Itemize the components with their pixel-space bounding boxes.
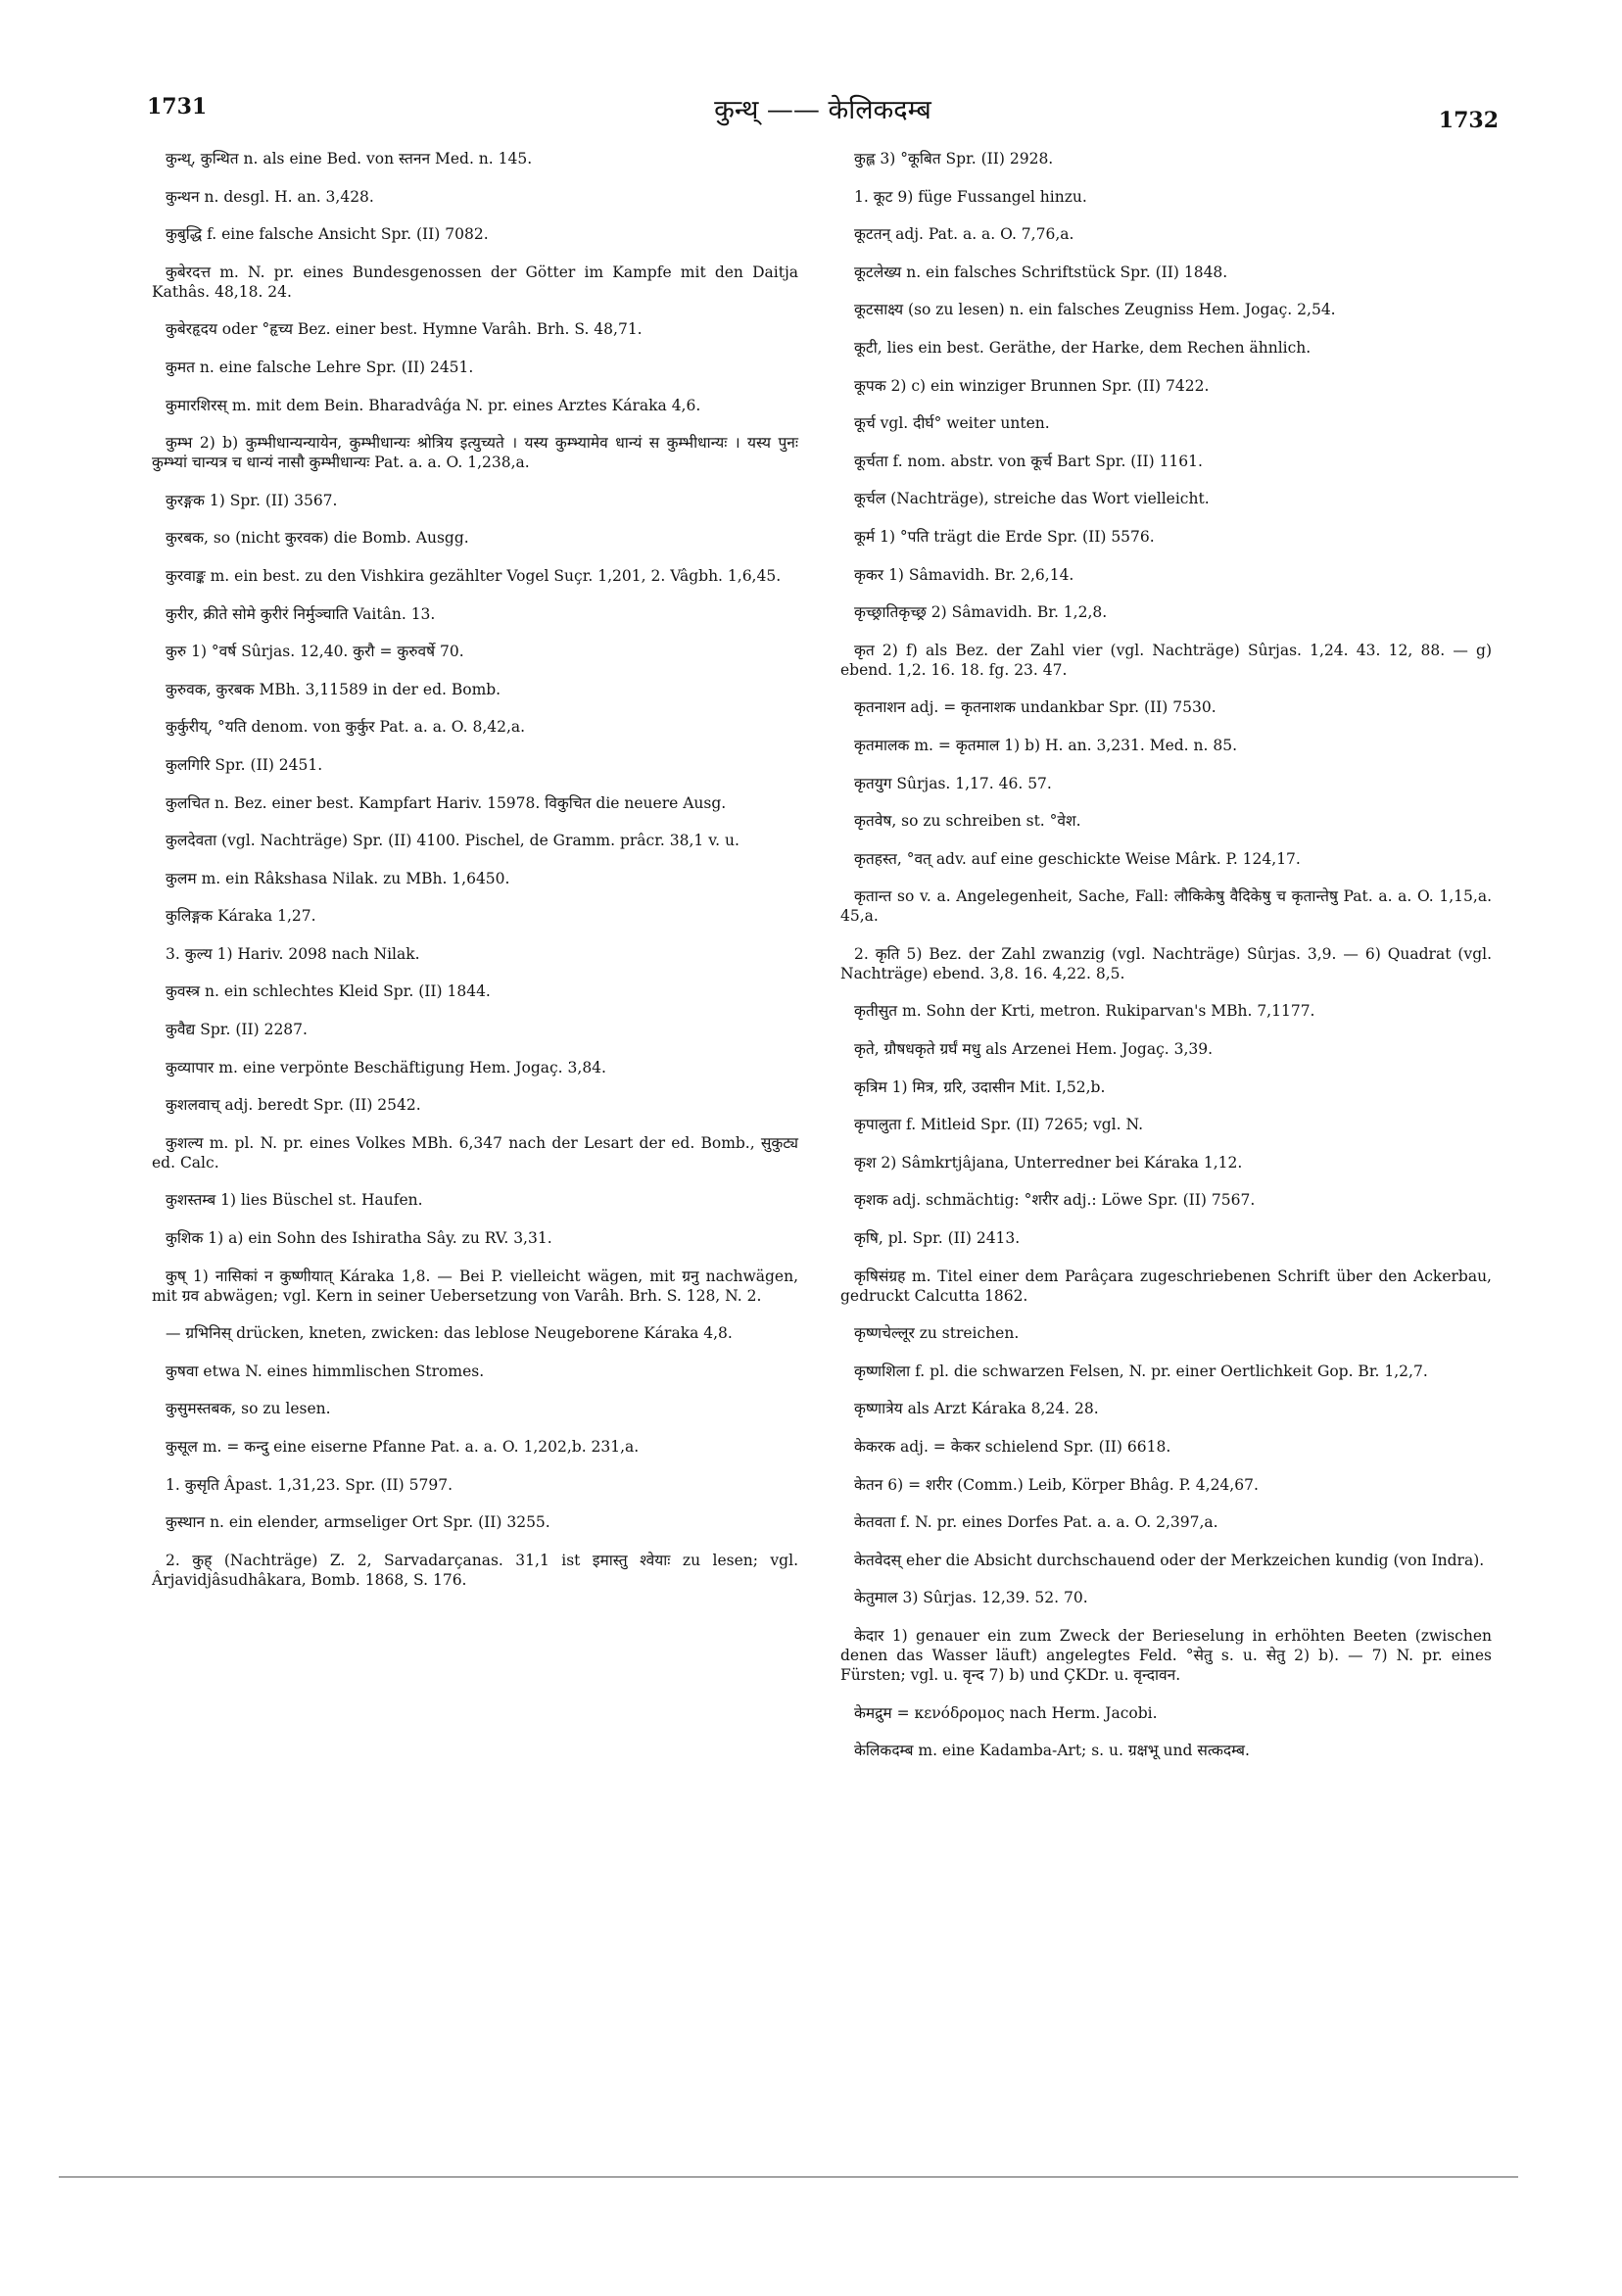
dictionary-entry: केलिकदम्ब m. eine Kadamba-Art; s. u. ग्रक्षभू und सत्कदम्ब.	[854, 1742, 1250, 1760]
dictionary-entry: कुलदेवता (vgl. Nachträge) Spr. (II) 4100. Pischel, de Gramm. prâcr. 38,1 v. u.	[166, 832, 739, 850]
dictionary-entry: कृतीसुत m. Sohn der Krti, metron. Rukiparvan's MBh. 7,1177.	[854, 1002, 1315, 1021]
dictionary-entry: कृच्छ्रातिकृच्छ्र 2) Sâmavidh. Br. 1,2,8.	[854, 603, 1108, 622]
dictionary-entry: केकरक adj. = केकर schielend Spr. (II) 6618.	[854, 1438, 1171, 1456]
dictionary-entry: केतन 6) = शरीर (Comm.) Leib, Körper Bhâg. P. 4,24,67.	[854, 1475, 1259, 1494]
dictionary-entry: कूर्चल (Nachträge), streiche das Wort vielleicht.	[854, 490, 1210, 508]
dictionary-entry: कुरुवक, कुरबक MBh. 3,11589 in der ed. Bomb.	[166, 680, 501, 698]
dictionary-entry: 2. कुह् (Nachträge) Z. 2, Sarvadarçanas. 31,1 ist इमास्तु श्वेयाः zu lesen; vgl. Ârjavidjâsudhâkara, Bomb. 1868, S. 176.	[152, 1551, 798, 1589]
dictionary-entry: कृतनाशन adj. = कृतनाशक undankbar Spr. (II) 7530.	[854, 698, 1216, 717]
dictionary-entry: कुरवाङ्क m. ein best. zu den Vishkira gezählter Vogel Suçr. 1,201, 2. Vâgbh. 1,6,45.	[166, 566, 782, 585]
dictionary-entry: 2. कृति 5) Bez. der Zahl zwanzig (vgl. Nachträge) Sûrjas. 3,9. — 6) Quadrat (vgl. Nachträge) ebend. 3,8. 16. 4,22. 8,5.	[840, 944, 1492, 982]
dictionary-entry: कुलचित n. Bez. einer best. Kampfart Hariv. 15978. विकुचित die neuere Ausg.	[166, 793, 727, 812]
dictionary-entry: कुशल्य m. pl. N. pr. eines Volkes MBh. 6,347 nach der Lesart der ed. Bomb., सुकुट्य ed. Calc.	[152, 1133, 798, 1172]
dictionary-entry: कृत 2) f) als Bez. der Zahl vier (vgl. Nachträge) Sûrjas. 1,24. 43. 12, 88. — g) ebend. 1,2. 16. 18. fg. 23. 47.	[840, 641, 1492, 679]
dictionary-entry: कूर्च vgl. दीर्घ° weiter unten.	[854, 414, 1050, 433]
dictionary-entry: केतवता f. N. pr. eines Dorfes Pat. a. a. O. 2,397,a.	[854, 1513, 1218, 1532]
dictionary-entry: कुसुमस्तबक, so zu lesen.	[166, 1400, 331, 1418]
page-number-right: 1732	[1438, 108, 1499, 133]
dictionary-entry: कृश 2) Sâmkrtjâjana, Unterredner bei Káraka 1,12.	[854, 1153, 1243, 1172]
dictionary-entry: कुह्ल 3) °कूबित Spr. (II) 2928.	[854, 150, 1054, 167]
dictionary-entry: कृषि, pl. Spr. (II) 2413.	[854, 1229, 1021, 1248]
dictionary-entry: 1. कुसृति Âpast. 1,31,23. Spr. (II) 5797.	[166, 1475, 453, 1494]
dictionary-entry: कुलम m. ein Râkshasa Nilak. zu MBh. 1,6450.	[166, 869, 510, 887]
dictionary-entry: कुलगिरि Spr. (II) 2451.	[166, 755, 323, 774]
dictionary-entry: कृते, ग्रौषधकृते ग्रर्घं मधु als Arzenei Hem. Jogaç. 3,39.	[854, 1040, 1214, 1059]
dictionary-entry: कृतहस्त, °वत् adv. auf eine geschickte Weise Mârk. P. 124,17.	[854, 849, 1301, 868]
dictionary-entry: कृतवेष, so zu schreiben st. °वेश.	[854, 812, 1081, 831]
dictionary-entry: कूर्म 1) °पति trägt die Erde Spr. (II) 5576.	[854, 527, 1155, 546]
dictionary-entry: कुरु 1) °वर्ष Sûrjas. 12,40. कुरौ = कुरुवर्षे 70.	[166, 643, 464, 661]
dictionary-entry: कुरङ्गक 1) Spr. (II) 3567.	[166, 491, 338, 509]
dictionary-entry: कुबेरहृदय oder °हृच्य Bez. einer best. Hymne Varâh. Brh. S. 48,71.	[166, 320, 643, 339]
running-head: कुन्थ् —— केलिकदम्ब	[714, 95, 931, 125]
dictionary-entry: कुम्भ 2) b) कुम्भीधान्यन्यायेन, कुम्भीधान्यः श्रोत्रिय इत्युच्यते । यस्य कुम्भ्यामेव धान्यं स कुम्भीधान्यः । यस्य पुनः कुम्भ्यां चान्यत्र च धान्यं नासौ कुम्भीधान्यः Pat. a. a. O. 1,238,a.	[152, 434, 798, 472]
dictionary-entry: कुबेरदत्त m. N. pr. eines Bundesgenossen der Götter im Kampfe mit den Daitja Kathâs. 48,18. 24.	[152, 263, 798, 301]
dictionary-entry: कुमारशिरस् m. mit dem Bein. Bharadvâǵa N. pr. eines Arztes Káraka 4,6.	[166, 396, 701, 414]
dictionary-entry: कृत्रिम 1) मित्र, ग्ररि, उदासीन Mit. I,52,b.	[854, 1077, 1106, 1096]
dictionary-entry: कुशिक 1) a) ein Sohn des Ishiratha Sây. zu RV. 3,31.	[166, 1229, 552, 1248]
dictionary-entry: कूर्चता f. nom. abstr. von कूर्च Bart Spr. (II) 1161.	[854, 452, 1203, 470]
dictionary-entry: कृतान्त so v. a. Angelegenheit, Sache, Fall: लौकिकेषु वैदिकेषु च कृतान्तेषु Pat. a. a. O. 1,15,a. 45,a.	[840, 887, 1492, 926]
dictionary-entry: कुर्कुरीय्, °यति denom. von कुर्कुर Pat. a. a. O. 8,42,a.	[166, 718, 526, 737]
dictionary-entry: कृष्णशिला f. pl. die schwarzen Felsen, N. pr. einer Oertlichkeit Gop. Br. 1,2,7.	[854, 1362, 1428, 1380]
dictionary-entry: कुरबक, so (nicht कुरवक) die Bomb. Ausgg.	[166, 529, 469, 548]
dictionary-entry: 1. कूट 9) füge Fussangel hinzu.	[854, 187, 1087, 206]
dictionary-entry: केमद्रुम = κενόδρομος nach Herm. Jacobi.	[854, 1703, 1158, 1722]
dictionary-entry: केतुमाल 3) Sûrjas. 12,39. 52. 70.	[854, 1589, 1088, 1607]
page-header	[147, 90, 1499, 139]
dictionary-entry: कुवस्त्र n. ein schlechtes Kleid Spr. (II) 1844.	[166, 982, 491, 1001]
dictionary-entry: कृष्णचेल्लूर zu streichen.	[854, 1324, 1020, 1343]
dictionary-entry: कुसूल m. = कन्दु eine eiserne Pfanne Pat. a. a. O. 1,202,b. 231,a.	[166, 1438, 640, 1456]
dictionary-entry: — ग्रभिनिस् drücken, kneten, zwicken: das leblose Neugeborene Káraka 4,8.	[166, 1324, 733, 1343]
dictionary-entry: कूटी, lies ein best. Geräthe, der Harke, dem Rechen ähnlich.	[854, 338, 1312, 357]
dictionary-entry: केतवेदस् eher die Absicht durchschauend oder der Merkzeichen kundig (von Indra).	[854, 1551, 1485, 1569]
dictionary-entry: कुशस्तम्ब 1) lies Büschel st. Haufen.	[166, 1191, 423, 1210]
dictionary-entry: कूटतन् adj. Pat. a. a. O. 7,76,a.	[854, 225, 1074, 244]
left-column	[152, 149, 798, 1607]
dictionary-entry: कुलिङ्गक Káraka 1,27.	[166, 907, 316, 926]
dictionary-entry: कृषिसंग्रह m. Titel einer dem Parâçara zugeschriebenen Schrift über den Ackerbau, gedruckt Calcutta 1862.	[840, 1267, 1492, 1305]
dictionary-entry: कृकर 1) Sâmavidh. Br. 2,6,14.	[854, 565, 1074, 584]
dictionary-entry: केदार 1) genauer ein zum Zweck der Berieselung in erhöhten Beeten (zwischen denen das Wasser läuft) angelegtes Feld. °सेतु s. u. सेतु 2) b). — 7) N. pr. eines Fürsten; vgl. u. वृन्द 7) b) und ÇKDr. u. वृन्दावन.	[840, 1626, 1492, 1684]
dictionary-entry: कुवैद्य Spr. (II) 2287.	[166, 1021, 308, 1039]
dictionary-entry: 3. कुल्य 1) Hariv. 2098 nach Nilak.	[166, 944, 420, 963]
dictionary-entry: कुषवा etwa N. eines himmlischen Stromes.	[166, 1362, 485, 1380]
dictionary-entry: कुष् 1) नासिकां न कुष्णीयात् Káraka 1,8. — Bei P. vielleicht wägen, mit ग्रनु nachwägen, mit ग्रव abwägen; vgl. Kern in seiner Uebersetzung von Varâh. Brh. S. 128, N. 2.	[152, 1267, 798, 1305]
dictionary-entry: कृष्णात्रेय als Arzt Káraka 8,24. 28.	[854, 1400, 1099, 1418]
dictionary-entry: कुव्यापार m. eine verpönte Beschäftigung Hem. Jogaç. 3,84.	[166, 1058, 606, 1076]
dictionary-entry: कृतयुग Sûrjas. 1,17. 46. 57.	[854, 774, 1052, 792]
footer-rule	[59, 2176, 1518, 2177]
dictionary-entry: कृपालुता f. Mitleid Spr. (II) 7265; vgl. N.	[854, 1116, 1143, 1134]
dictionary-entry: कूटसाक्ष्य (so zu lesen) n. ein falsches Zeugniss Hem. Jogaç. 2,54.	[854, 301, 1336, 319]
dictionary-entry: कुन्थन n. desgl. H. an. 3,428.	[166, 187, 374, 206]
dictionary-entry: कुशलवाच् adj. beredt Spr. (II) 2542.	[166, 1096, 421, 1115]
dictionary-entry: कृतमालक m. = कृतमाल 1) b) H. an. 3,231. Med. n. 85.	[854, 736, 1238, 754]
dictionary-entry: कुमत n. eine falsche Lehre Spr. (II) 2451.	[166, 358, 474, 376]
dictionary-entry: कृशक adj. schmächtig: °शरीर adj.: Löwe Spr. (II) 7567.	[854, 1191, 1256, 1210]
dictionary-entry: कुस्थान n. ein elender, armseliger Ort Spr. (II) 3255.	[166, 1513, 550, 1532]
dictionary-entry: कूटलेख्य n. ein falsches Schriftstück Spr. (II) 1848.	[854, 263, 1228, 281]
dictionary-entry: कूपक 2) c) ein winziger Brunnen Spr. (II) 7422.	[854, 376, 1210, 395]
dictionary-entry: कुन्थ्, कुन्थित n. als eine Bed. von स्तनन Med. n. 145.	[166, 150, 533, 167]
dictionary-entry: कुरीर, क्रीते सोमे कुरीरं निर्मुञ्चाति Vaitân. 13.	[166, 604, 436, 623]
right-column	[840, 149, 1492, 1779]
dictionary-entry: कुबुद्धि f. eine falsche Ansicht Spr. (II) 7082.	[166, 225, 489, 244]
page-number-left: 1731	[147, 94, 208, 120]
